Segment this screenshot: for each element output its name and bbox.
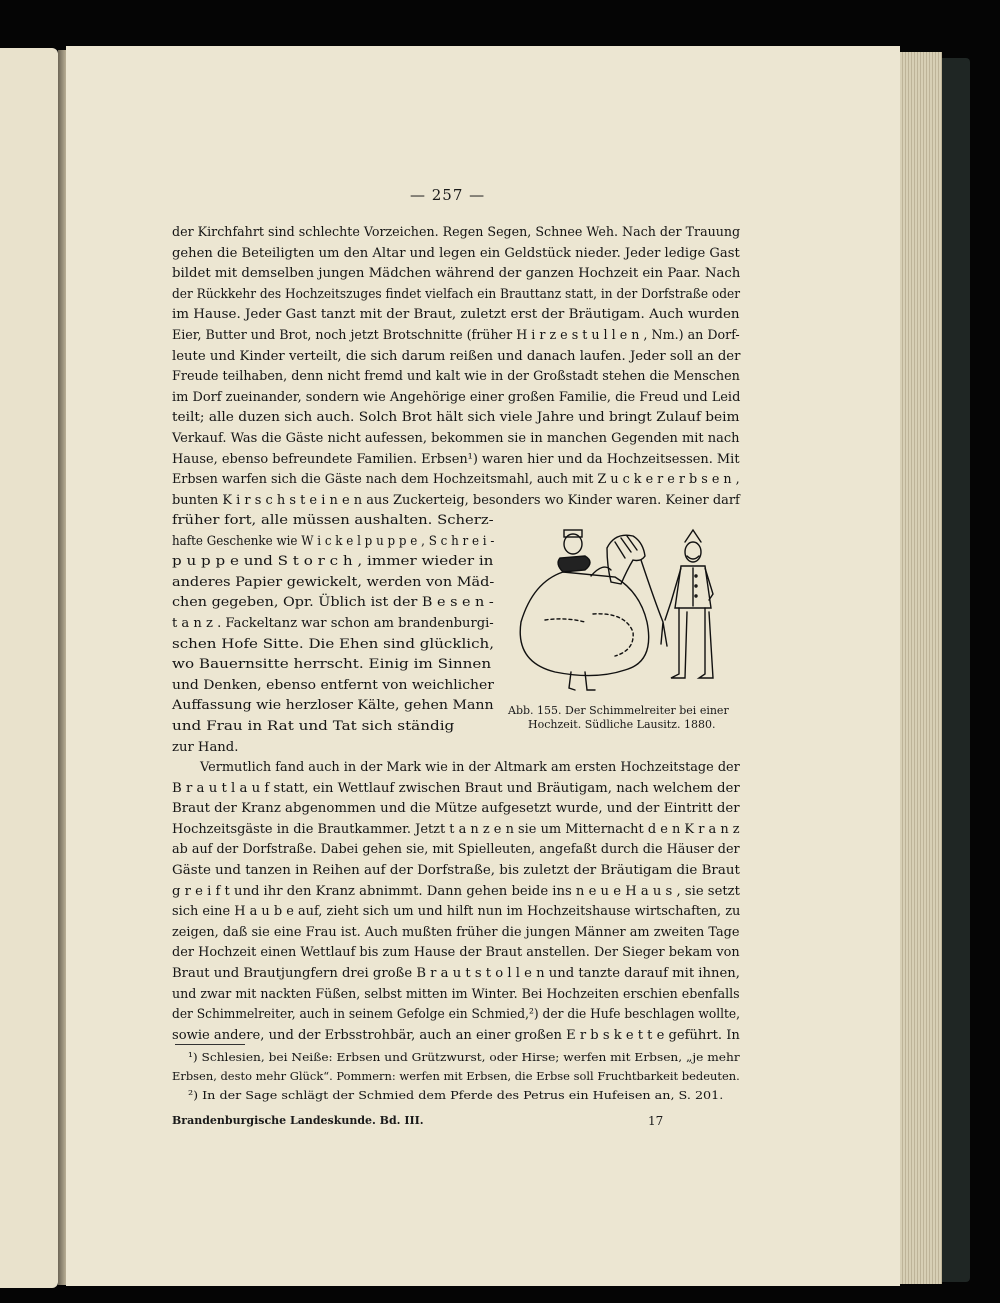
text-line: schen Hofe Sitte. Die Ehen sind glücklich, [172,636,495,652]
horse-skirt [520,572,648,676]
text-line: gehen die Beteiligten um den Altar und legen ein Geldstück nieder. Jeder ledige Gast [172,245,740,261]
text-line: chen gegeben, Opr. Üblich ist der B e s e n - [172,595,494,611]
soldier-legs [671,608,713,678]
text-line: der Schimmelreiter, auch in seinem Gefolge ein Schmied,²) der die Hufe beschlagen wollte, [172,1007,741,1023]
text-line: der Rückkehr des Hochzeitszuges findet vielfach ein Brauttanz statt, in der Dorfstraße oder [172,286,741,302]
text-line: Auffassung wie herzloser Kälte, gehen Mann [172,698,494,714]
page-number: — 257 — [410,186,486,204]
text-line: Braut der Kranz abgenommen und die Mütze aufgesetzt wurde, und der Eintritt der [172,801,740,817]
book-gutter [58,50,66,1285]
left-page-edge [0,48,58,1288]
text-line: g r e i f t und ihr den Kranz abnimmt. Dann gehen beide ins n e u e H a u s , sie setzt [172,883,740,899]
text-line: Gäste und tanzen in Reihen auf der Dorfstraße, bis zuletzt der Bräutigam die Braut [172,863,740,878]
figure-caption [508,701,743,735]
text-line: im Hause. Jeder Gast tanzt mit der Braut, zuletzt erst der Bräutigam. Auch wurden [172,307,740,323]
page-fore-edge [900,52,942,1284]
text-line: ab auf der Dorfstraße. Dabei gehen sie, mit Spielleuten, angefaßt durch die Häuser der [172,842,740,858]
text-line: sich eine H a u b e auf, zieht sich um und hilft nun im Hochzeitshause wirtschaften, zu [172,904,741,920]
text-line: zeigen, daß sie eine Frau ist. Auch mußten früher die jungen Männer am zweiten Tage [172,924,740,940]
rider-cloak [558,556,590,572]
figure-caption-line: Hochzeit. Südliche Lausitz. 1880. [528,718,716,731]
text-line: hafte Geschenke wie W i c k e l p u p p e , S c h r e i - [172,533,495,549]
book-cover [942,58,970,1282]
text-line: bildet mit demselben jungen Mädchen während der ganzen Hochzeit ein Paar. Nach [172,266,741,282]
figure-caption-line: Abb. 155. Der Schimmelreiter bei einer [508,704,729,717]
text-line: und Frau in Rat und Tat sich ständig [172,719,455,734]
text-line: t a n z . Fackeltanz war schon am brandenburgi- [172,616,494,631]
text-line: Vermutlich fand auch in der Mark wie in der Altmark am ersten Hochzeitstage der [200,760,740,775]
figure-schimmelreiter [515,522,745,697]
footnote-line: ²) In der Sage schlägt der Schmied dem Pferde des Petrus ein Hufeisen an, S. 201. [188,1088,724,1102]
text-line: teilt; alle duzen sich auch. Solch Brot hält sich viele Jahre und bringt Zulauf beim [172,410,740,426]
footnote-line: Erbsen, desto mehr Glück“. Pommern: werfen mit Erbsen, die Erbse soll Fruchtbarkeit bedeuten. [172,1069,740,1083]
signature-line: Brandenburgische Landeskunde. Bd. III. [172,1114,424,1127]
text-line: Hochzeitsgäste in die Brautkammer. Jetzt t a n z e n sie um Mitternacht d e n K r a n z [172,821,740,837]
text-line: und zwar mit nackten Füßen, selbst mitten im Winter. Bei Hochzeiten erschien ebenfalls [172,986,740,1002]
footnote-rule [175,1044,245,1045]
text-line: im Dorf zueinander, sondern wie Angehörige einer großen Familie, die Freud und Leid [172,389,741,405]
text-line: bunten K i r s c h s t e i n e n aus Zuckerteig, besonders wo Kinder waren. Keiner darf [172,492,740,508]
text-line: leute und Kinder verteilt, die sich darum reißen und danach laufen. Jeder soll an der [172,348,741,364]
text-line: zur Hand. [172,739,239,755]
text-line: wo Bauernsitte herrscht. Einig im Sinnen [172,657,492,673]
text-line: der Hochzeit einen Wettlauf bis zum Hause der Braut anstellen. Der Sieger bekam von [172,945,740,961]
text-line: Eier, Butter und Brot, noch jetzt Brotschnitte (früher H i r z e s t u l l e n , Nm.) an Dorf- [172,328,740,343]
text-line: Verkauf. Was die Gäste nicht aufessen, bekommen sie in manchen Gegenden mit nach [172,431,740,446]
reins [641,560,667,646]
text-line: B r a u t l a u f statt, ein Wettlauf zwischen Braut und Bräutigam, nach welchem der [172,780,740,796]
text-line: sowie andere, und der Erbsstrohbär, auch an einer großen E r b s k e t t e geführt. In [172,1027,740,1043]
text-line: früher fort, alle müssen aushalten. Scherz- [172,513,494,528]
text-line: Braut und Brautjungfern drei große B r a u t s t o l l e n und tanzte darauf mit ihnen, [172,966,740,981]
text-line: und Denken, ebenso entfernt von weichlicher [172,677,494,693]
footnote-line: ¹) Schlesien, bei Neiße: Erbsen und Grützwurst, oder Hirse; werfen mit Erbsen, „je mehr [188,1050,740,1064]
text-line: anderes Papier gewickelt, werden von Mäd- [172,574,495,590]
text-line: Hause, ebenso befreundete Familien. Erbsen¹) waren hier und da Hochzeitsessen. Mit [172,451,740,467]
signature-number: 17 [648,1114,664,1128]
text-line: p u p p e und S t o r c h , immer wieder in [172,554,494,570]
text-line: der Kirchfahrt sind schlechte Vorzeichen. Regen Segen, Schnee Weh. Nach der Trauung [172,225,741,240]
text-line: Freude teilhaben, denn nicht fremd und kalt wie in der Großstadt stehen die Menschen [172,369,740,385]
text-line: Erbsen warfen sich die Gäste nach dem Hochzeitsmahl, auch mit Z u c k e r e r b s e n , [172,472,740,488]
